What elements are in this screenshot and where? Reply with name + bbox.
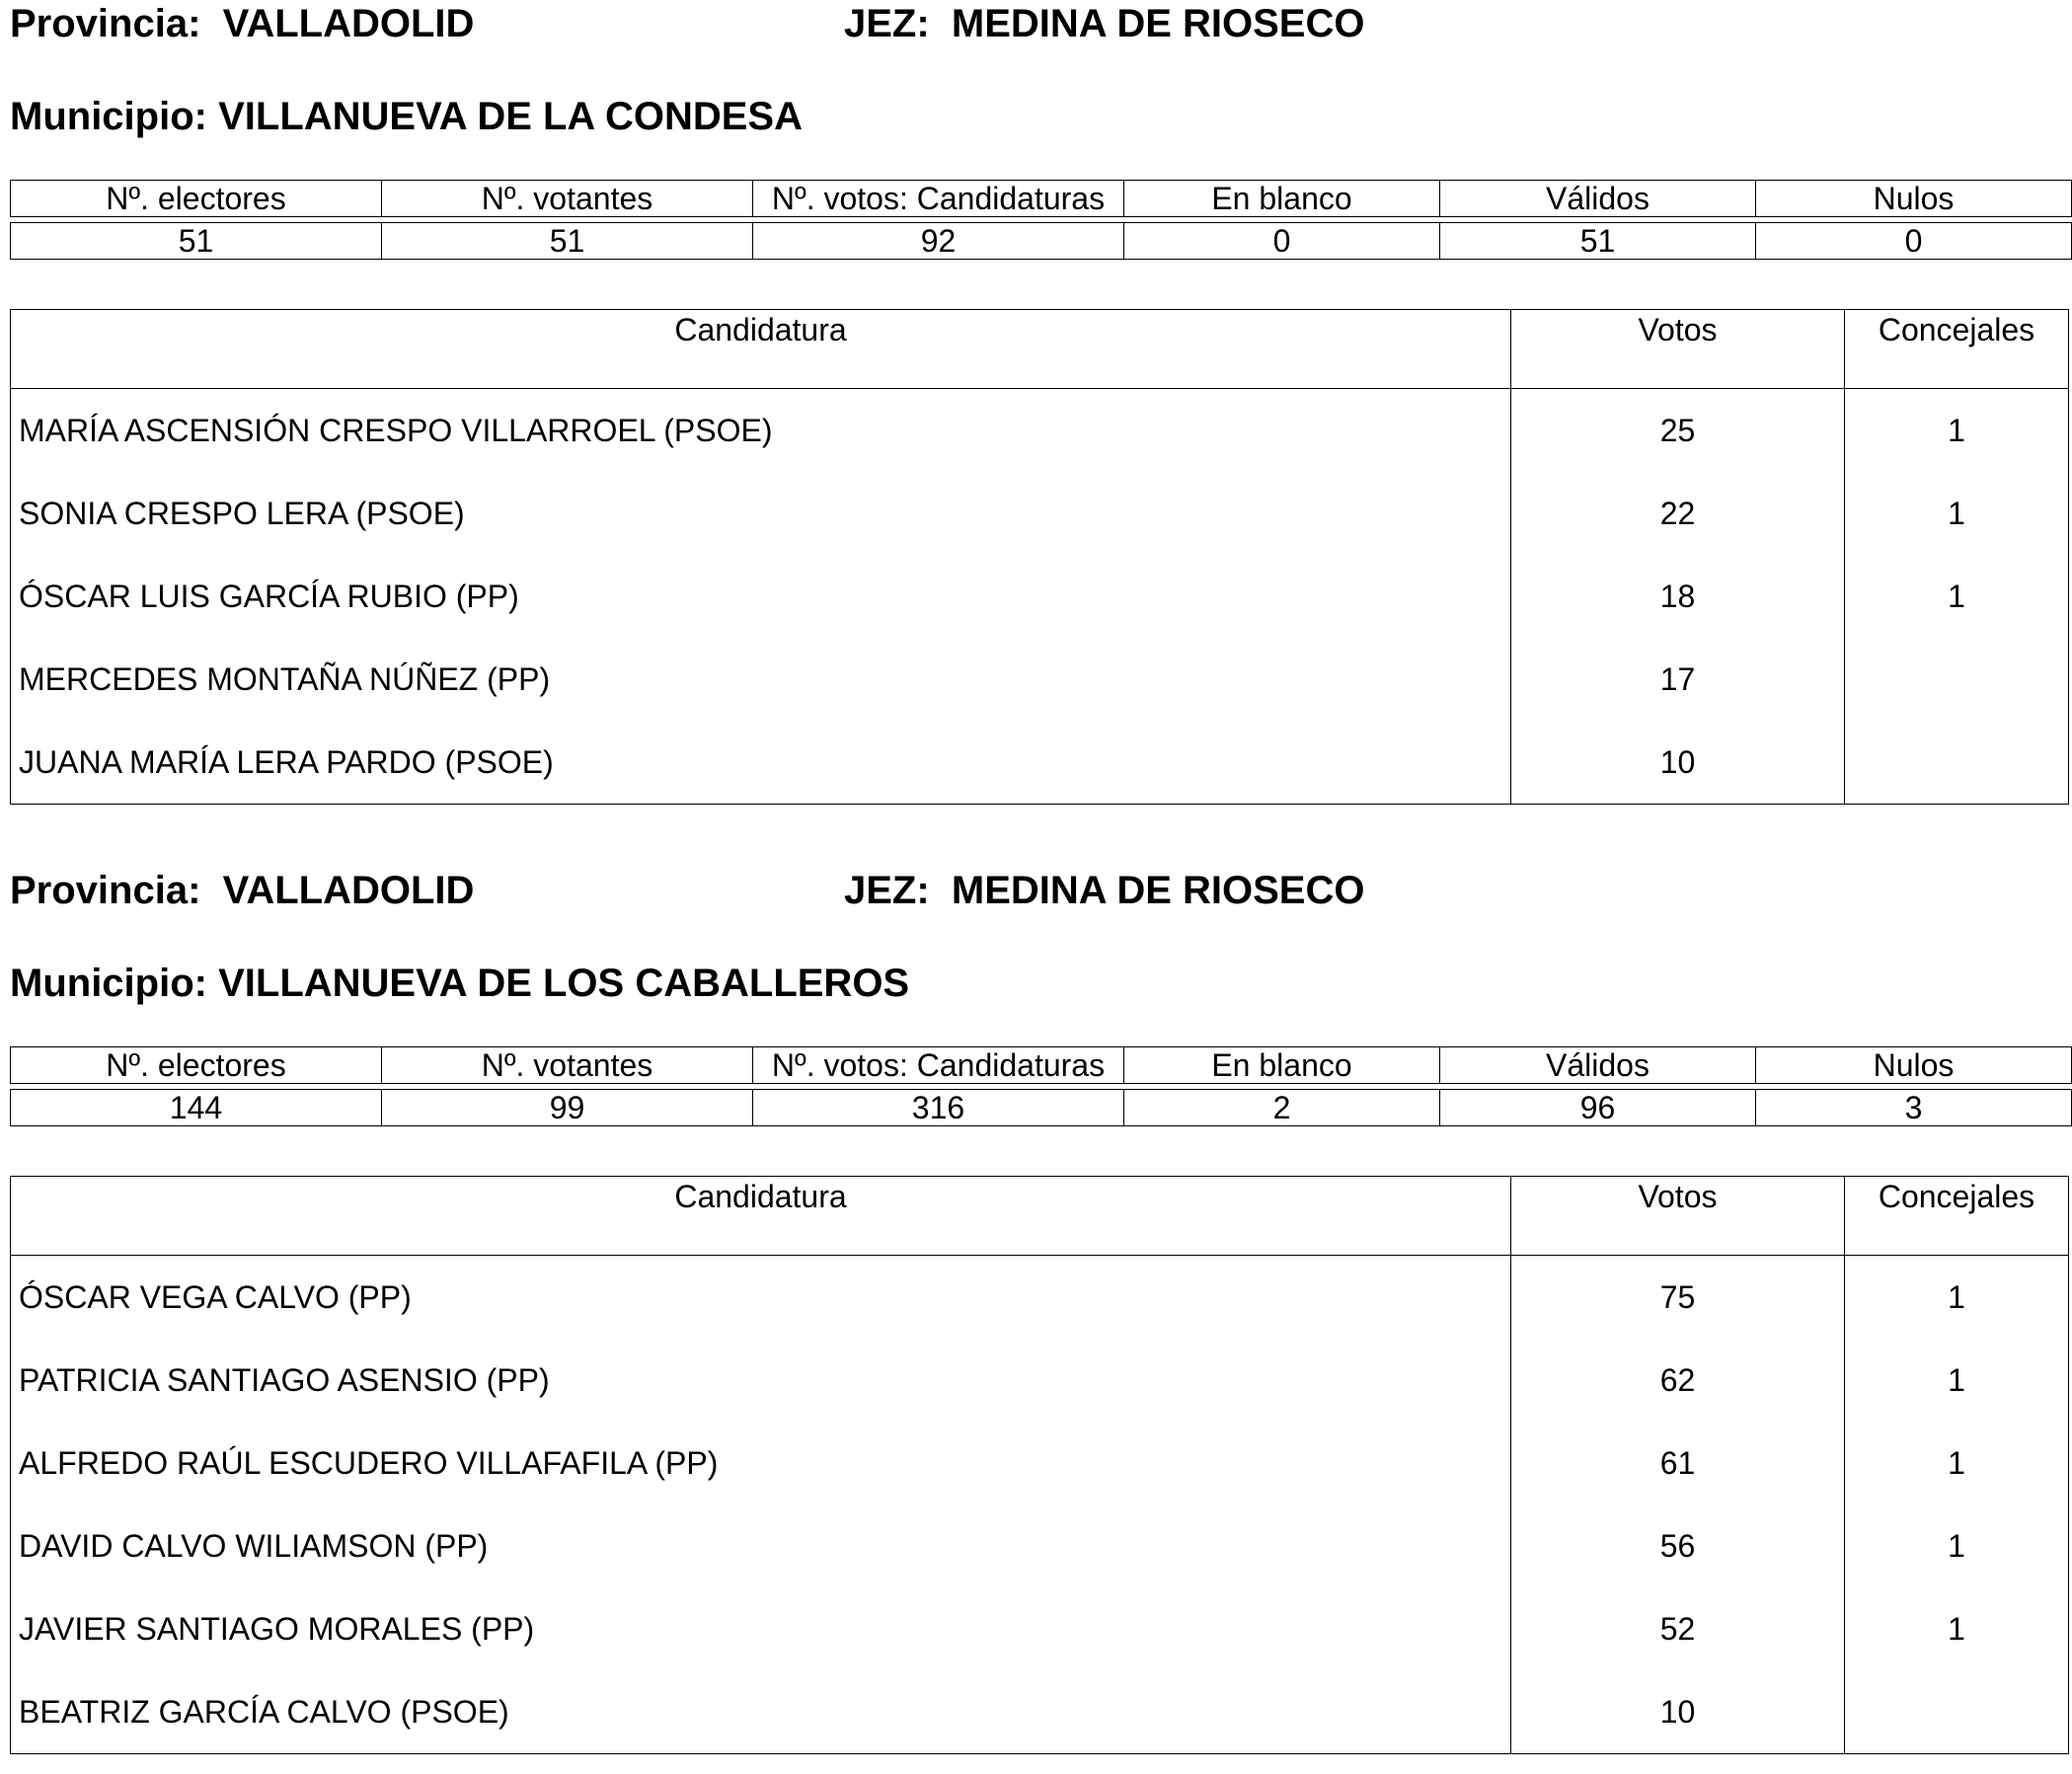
candidate-votos: 18: [1511, 555, 1845, 638]
candidate-name: JAVIER SANTIAGO MORALES (PP): [11, 1587, 1511, 1670]
summary-header-cell: Nº. votantes: [382, 181, 753, 217]
candidate-votos: 62: [1511, 1339, 1845, 1422]
summary-header-table: [10, 180, 2072, 217]
summary-header-cell: En blanco: [1124, 1047, 1440, 1084]
candidate-concejales: 1: [1845, 1256, 2069, 1340]
summary-header-cell: Válidos: [1440, 181, 1756, 217]
candidate-name: BEATRIZ GARCÍA CALVO (PSOE): [11, 1670, 1511, 1754]
candidate-name: SONIA CRESPO LERA (PSOE): [11, 472, 1511, 555]
table-row: [11, 555, 2069, 638]
candidate-votos: 10: [1511, 1670, 1845, 1754]
summary-header-cell: Nº. votos: Candidaturas: [753, 181, 1124, 217]
jez-header: JEZ: MEDINA DE RIOSECO: [844, 869, 1365, 912]
table-row: [11, 472, 2069, 555]
candidate-concejales: [1845, 721, 2069, 805]
summary-value-cell: 0: [1756, 223, 2072, 260]
candidates-table: [10, 1176, 2069, 1754]
candidate-concejales: 1: [1845, 472, 2069, 555]
table-row: [11, 1504, 2069, 1587]
table-row: [11, 721, 2069, 805]
jez-header: JEZ: MEDINA DE RIOSECO: [844, 2, 1365, 45]
summary-header-cell: Nº. electores: [11, 181, 382, 217]
candidate-concejales: 1: [1845, 1339, 2069, 1422]
candidate-name: ÓSCAR VEGA CALVO (PP): [11, 1256, 1511, 1340]
table-row: [11, 1422, 2069, 1504]
provincia-header: Provincia: VALLADOLID: [10, 869, 475, 912]
summary-header-cell: En blanco: [1124, 181, 1440, 217]
summary-header-cell: Nulos: [1756, 1047, 2072, 1084]
candidate-votos: 22: [1511, 472, 1845, 555]
summary-value-cell: 3: [1756, 1090, 2072, 1126]
summary-value-cell: 51: [382, 223, 753, 260]
votos-header: Votos: [1511, 310, 1845, 389]
concejales-header: Concejales: [1845, 1177, 2069, 1256]
table-row: [11, 1256, 2069, 1340]
candidate-votos: 61: [1511, 1422, 1845, 1504]
municipio-header: Municipio: VILLANUEVA DE LA CONDESA: [10, 95, 803, 138]
candidate-name: PATRICIA SANTIAGO ASENSIO (PP): [11, 1339, 1511, 1422]
candidate-votos: 10: [1511, 721, 1845, 805]
candidatura-header: Candidatura: [11, 310, 1511, 389]
candidate-name: ALFREDO RAÚL ESCUDERO VILLAFAFILA (PP): [11, 1422, 1511, 1504]
votos-header: Votos: [1511, 1177, 1845, 1256]
summary-value-cell: 51: [11, 223, 382, 260]
summary-value-cell: 0: [1124, 223, 1440, 260]
concejales-header: Concejales: [1845, 310, 2069, 389]
summary-value-cell: 316: [753, 1090, 1124, 1126]
provincia-header: Provincia: VALLADOLID: [10, 2, 475, 45]
candidate-concejales: 1: [1845, 1587, 2069, 1670]
municipio-header: Municipio: VILLANUEVA DE LOS CABALLEROS: [10, 962, 910, 1005]
summary-header-cell: Nulos: [1756, 181, 2072, 217]
candidate-name: JUANA MARÍA LERA PARDO (PSOE): [11, 721, 1511, 805]
summary-value-cell: 99: [382, 1090, 753, 1126]
table-row: [11, 638, 2069, 721]
candidate-votos: 52: [1511, 1587, 1845, 1670]
summary-value-cell: 144: [11, 1090, 382, 1126]
summary-value-cell: 2: [1124, 1090, 1440, 1126]
candidate-concejales: 1: [1845, 555, 2069, 638]
summary-header-cell: Nº. electores: [11, 1047, 382, 1084]
candidate-votos: 17: [1511, 638, 1845, 721]
table-row: [11, 1587, 2069, 1670]
summary-value-cell: 92: [753, 223, 1124, 260]
candidate-concejales: [1845, 638, 2069, 721]
table-row: [11, 1670, 2069, 1754]
candidates-table: [10, 309, 2069, 805]
candidate-name: DAVID CALVO WILIAMSON (PP): [11, 1504, 1511, 1587]
table-row: [11, 1339, 2069, 1422]
summary-header-table: [10, 1046, 2072, 1084]
candidate-name: MERCEDES MONTAÑA NÚÑEZ (PP): [11, 638, 1511, 721]
table-row: [11, 389, 2069, 473]
candidate-concejales: [1845, 1670, 2069, 1754]
candidate-votos: 56: [1511, 1504, 1845, 1587]
candidate-concejales: 1: [1845, 389, 2069, 473]
summary-value-cell: 96: [1440, 1090, 1756, 1126]
summary-header-cell: Nº. votantes: [382, 1047, 753, 1084]
summary-value-cell: 51: [1440, 223, 1756, 260]
summary-values-table: [10, 1089, 2072, 1126]
candidate-name: ÓSCAR LUIS GARCÍA RUBIO (PP): [11, 555, 1511, 638]
summary-header-cell: Válidos: [1440, 1047, 1756, 1084]
candidate-name: MARÍA ASCENSIÓN CRESPO VILLARROEL (PSOE): [11, 389, 1511, 473]
summary-values-table: [10, 222, 2072, 260]
candidate-votos: 25: [1511, 389, 1845, 473]
candidatura-header: Candidatura: [11, 1177, 1511, 1256]
candidate-concejales: 1: [1845, 1422, 2069, 1504]
summary-header-cell: Nº. votos: Candidaturas: [753, 1047, 1124, 1084]
candidate-votos: 75: [1511, 1256, 1845, 1340]
candidate-concejales: 1: [1845, 1504, 2069, 1587]
